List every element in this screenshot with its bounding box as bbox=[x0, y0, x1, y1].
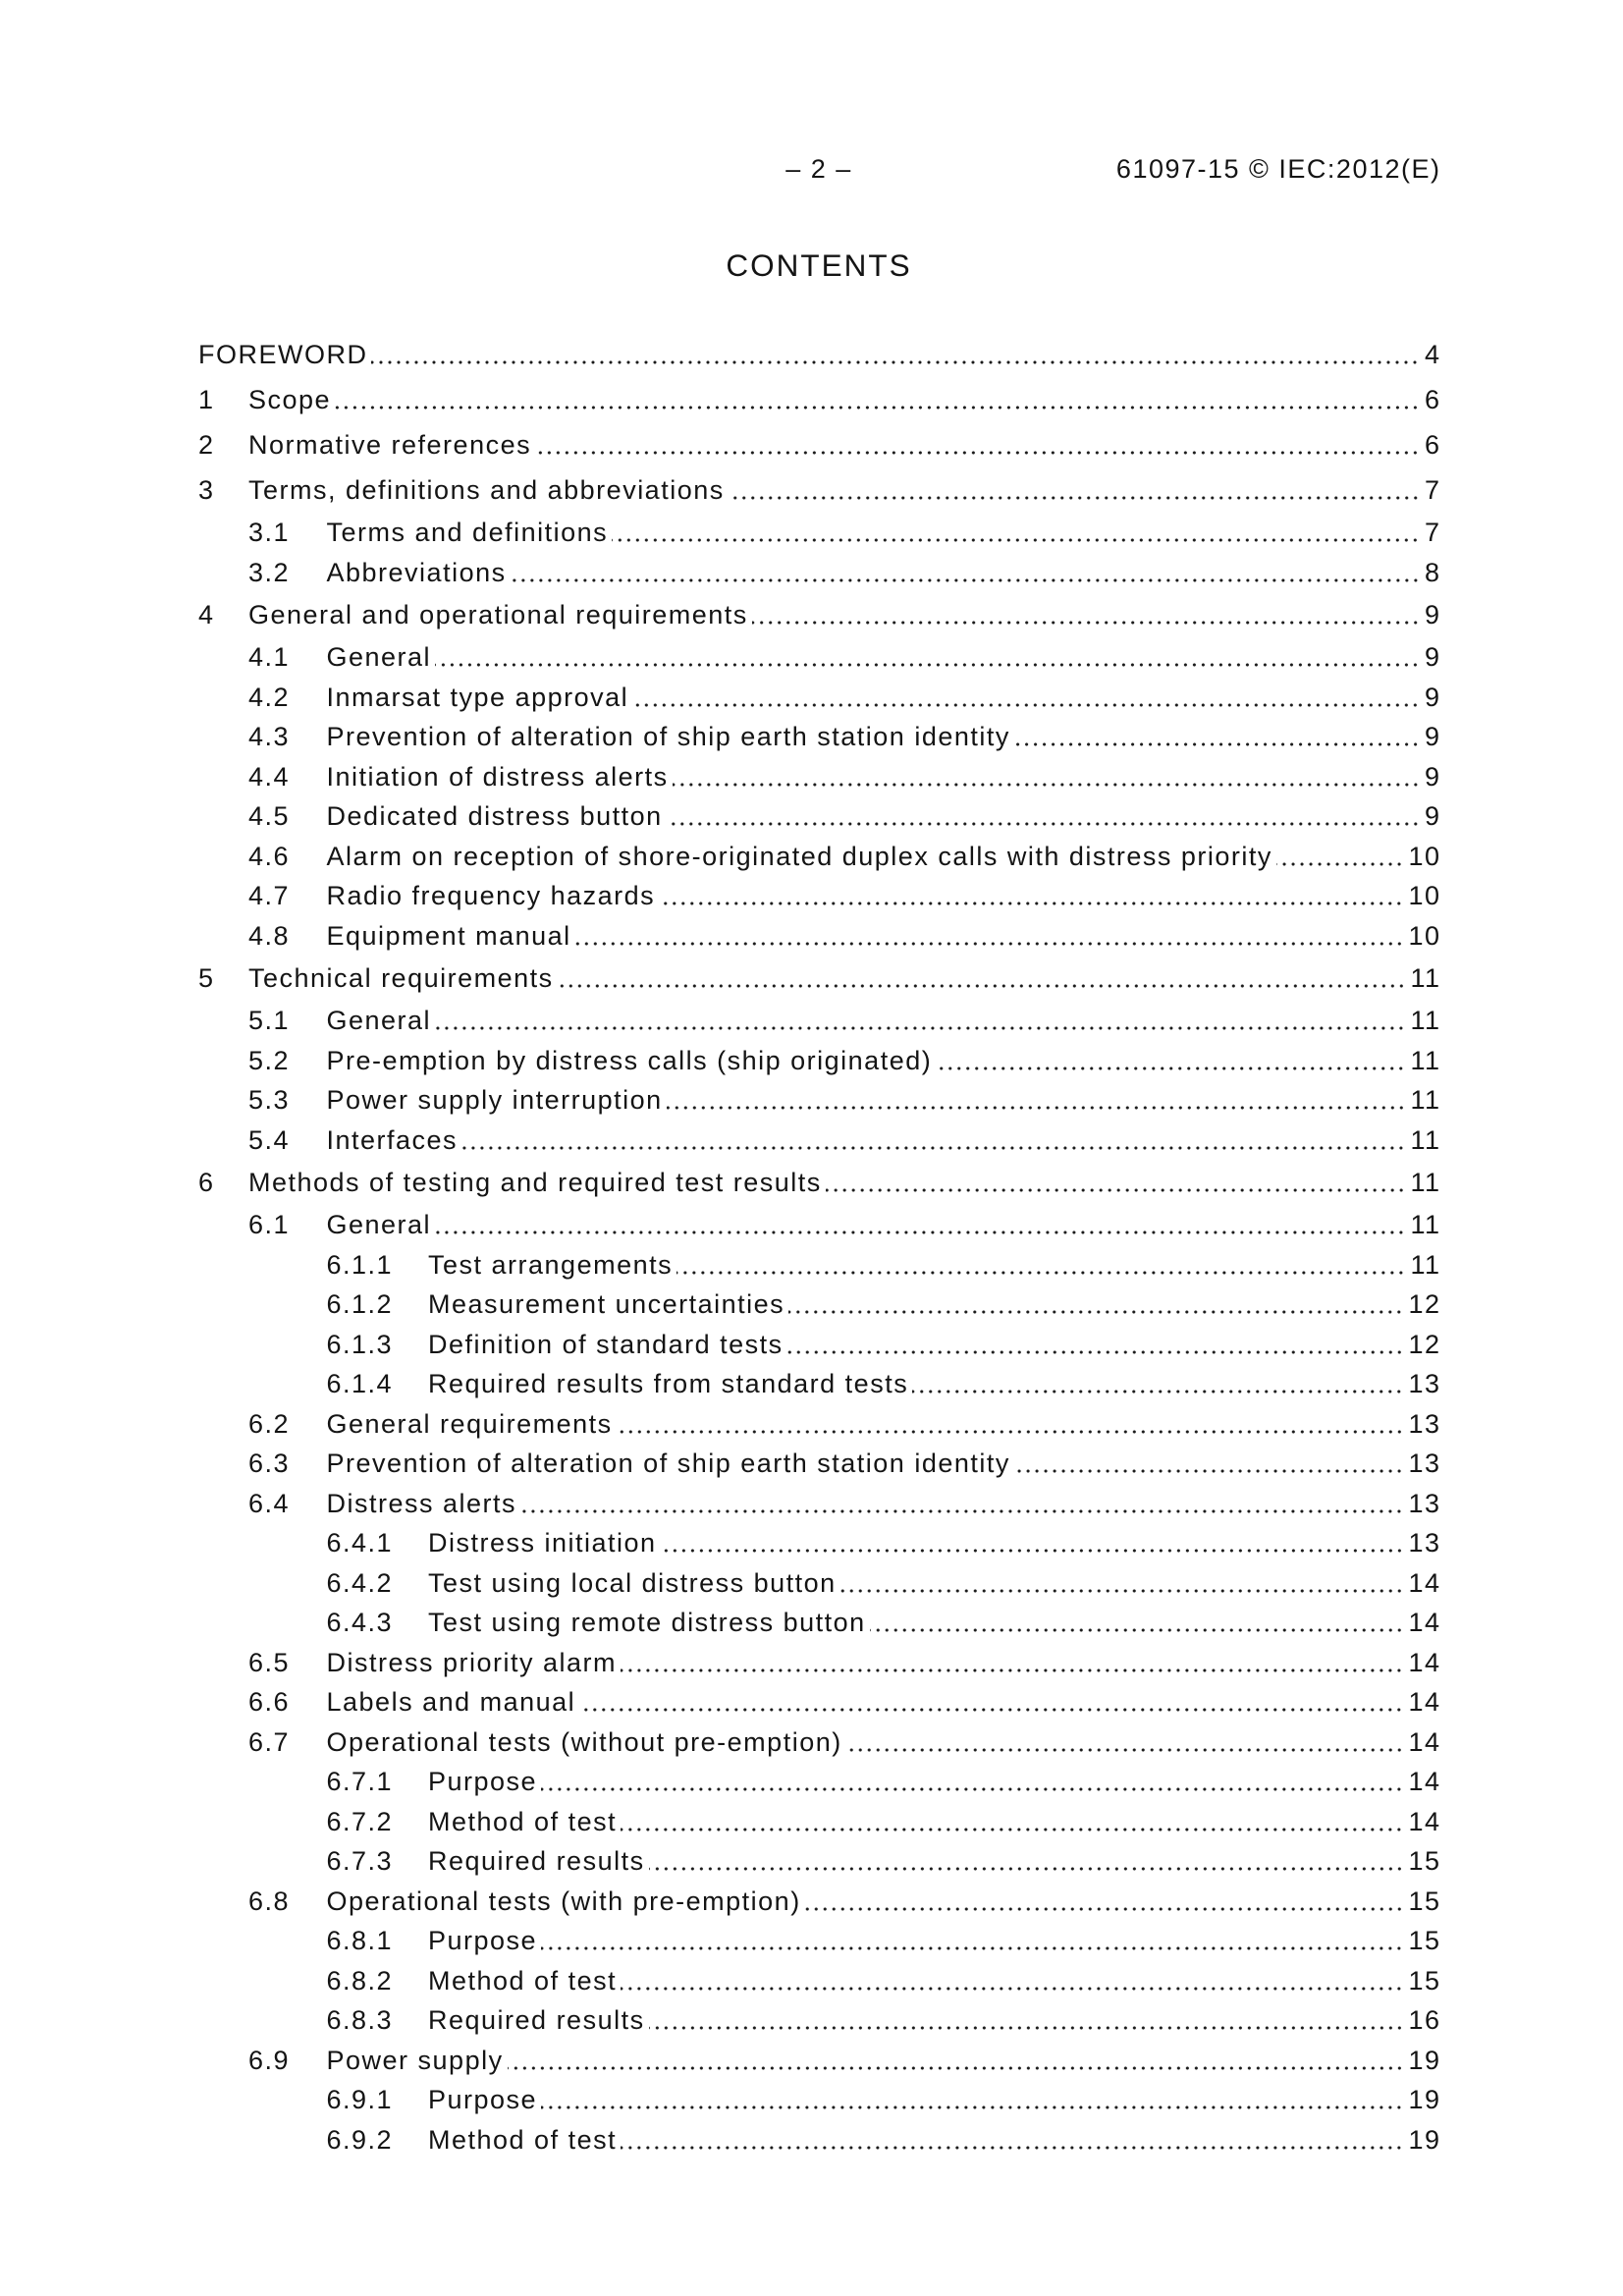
dot-leader bbox=[667, 1080, 1406, 1121]
dot-leader bbox=[558, 956, 1406, 1001]
toc-entry-page-number: 13 bbox=[1408, 1408, 1441, 1439]
toc-entry-title: Power supply bbox=[326, 2045, 504, 2075]
toc-entry-number: 6.8.2 bbox=[326, 1965, 394, 1995]
toc-entry-number: 3.1 bbox=[248, 518, 291, 547]
dot-leader bbox=[541, 1762, 1403, 1802]
toc-entry-page-number: 14 bbox=[1408, 1767, 1441, 1796]
toc-entry-title: Test using local distress button bbox=[428, 1567, 837, 1598]
toc-entry-page-number: 14 bbox=[1408, 1608, 1441, 1637]
toc-entry[interactable] bbox=[198, 1160, 1439, 1205]
dot-leader bbox=[752, 592, 1420, 637]
toc-entry-title: Technical requirements bbox=[248, 963, 554, 993]
toc-entry-number: 1 bbox=[198, 385, 215, 414]
toc-entry[interactable] bbox=[198, 332, 1439, 377]
dot-leader bbox=[649, 2000, 1404, 2041]
toc-entry[interactable] bbox=[198, 1603, 1439, 1643]
dot-leader bbox=[435, 1205, 1405, 1245]
toc-entry-page-number: 19 bbox=[1408, 2124, 1441, 2155]
toc-entry-title: Prevention of alteration of ship earth station identity bbox=[326, 722, 1010, 751]
toc-entry-page-number: 12 bbox=[1408, 1289, 1441, 1319]
toc-entry-number: 6.8 bbox=[248, 1886, 291, 1916]
dot-leader bbox=[649, 1841, 1404, 1882]
toc-entry-page-number: 15 bbox=[1408, 1846, 1441, 1876]
dot-leader bbox=[912, 1364, 1403, 1404]
toc-entry-number: 6.1 bbox=[248, 1210, 291, 1239]
toc-entry[interactable] bbox=[198, 637, 1439, 678]
toc-entry-page-number: 13 bbox=[1408, 1528, 1441, 1558]
dot-leader bbox=[826, 1160, 1406, 1205]
toc-entry-page-number: 11 bbox=[1410, 1249, 1441, 1280]
toc-entry[interactable] bbox=[198, 1643, 1439, 1683]
page-header bbox=[198, 149, 1439, 189]
toc-entry-page-number: 10 bbox=[1408, 920, 1441, 951]
dot-leader bbox=[840, 1563, 1404, 1604]
toc-entry[interactable] bbox=[198, 1404, 1439, 1445]
dot-leader bbox=[621, 1961, 1403, 2001]
toc-entry-number: 6.8.1 bbox=[326, 1926, 394, 1955]
toc-entry-page-number: 11 bbox=[1410, 1006, 1441, 1035]
toc-entry[interactable] bbox=[198, 1841, 1439, 1882]
toc-entry-number: 6.4.3 bbox=[326, 1608, 394, 1637]
toc-entry[interactable] bbox=[198, 1205, 1439, 1245]
dot-leader bbox=[661, 1523, 1404, 1563]
toc-entry-title: Test using remote distress button bbox=[428, 1608, 866, 1637]
toc-entry[interactable] bbox=[198, 1001, 1439, 1041]
toc-entry-title: Distress alerts bbox=[326, 1488, 517, 1518]
toc-entry-page-number: 9 bbox=[1424, 801, 1441, 831]
dot-leader bbox=[632, 678, 1420, 718]
toc-entry-page-number: 13 bbox=[1408, 1369, 1441, 1398]
toc-entry-page-number: 11 bbox=[1410, 963, 1441, 993]
toc-entry-page-number: 14 bbox=[1408, 1687, 1441, 1717]
toc-entry-title: Methods of testing and required test results bbox=[248, 1168, 822, 1197]
toc-entry-title: Operational tests (without pre-emption) bbox=[326, 1726, 842, 1757]
toc-entry-title: Interfaces bbox=[326, 1124, 459, 1155]
toc-entry-number: 3 bbox=[198, 475, 215, 505]
toc-entry-title: Method of test bbox=[428, 1965, 618, 1995]
toc-entry-number: 4.7 bbox=[248, 881, 291, 910]
toc-entry-page-number: 11 bbox=[1410, 1124, 1441, 1155]
toc-entry-title: Distress priority alarm bbox=[326, 1647, 618, 1677]
toc-entry-page-number: 6 bbox=[1424, 430, 1441, 460]
toc-entry-number: 4.6 bbox=[248, 841, 291, 871]
toc-entry-number: 6.7.2 bbox=[326, 1806, 394, 1836]
toc-entry[interactable] bbox=[198, 553, 1439, 593]
toc-entry[interactable] bbox=[198, 1041, 1439, 1081]
toc-entry-title: General and operational requirements bbox=[248, 600, 748, 629]
toc-entry-title: Method of test bbox=[428, 2124, 618, 2155]
dot-leader bbox=[435, 637, 1420, 678]
toc-entry-title: Labels and manual bbox=[326, 1687, 576, 1717]
toc-entry[interactable] bbox=[198, 1484, 1439, 1524]
toc-entry[interactable] bbox=[198, 757, 1439, 797]
toc-entry-title: Purpose bbox=[428, 1767, 538, 1796]
toc-entry-number: 6.7.3 bbox=[326, 1846, 394, 1876]
dot-leader bbox=[673, 757, 1420, 797]
toc-entry-page-number: 15 bbox=[1408, 1965, 1441, 1995]
dot-leader bbox=[335, 377, 1420, 422]
toc-entry-number: 3.2 bbox=[248, 557, 291, 587]
toc-entry-number: 6.7.1 bbox=[326, 1767, 394, 1796]
toc-entry-number: 2 bbox=[198, 430, 215, 460]
toc-entry-title: Test arrangements bbox=[428, 1249, 674, 1280]
dot-leader bbox=[729, 467, 1420, 513]
dot-leader bbox=[511, 553, 1420, 593]
toc-entry[interactable] bbox=[198, 1444, 1439, 1484]
toc-entry-number: 4.2 bbox=[248, 682, 291, 712]
table-of-contents bbox=[198, 332, 1439, 2159]
toc-entry-title: Inmarsat type approval bbox=[326, 682, 629, 712]
toc-entry[interactable] bbox=[198, 717, 1439, 757]
toc-entry[interactable] bbox=[198, 2120, 1439, 2160]
toc-entry-number: 4.5 bbox=[248, 801, 291, 831]
toc-entry[interactable] bbox=[198, 1961, 1439, 2001]
dot-leader bbox=[846, 1722, 1404, 1763]
toc-entry-title: General bbox=[326, 1210, 432, 1239]
toc-entry[interactable] bbox=[198, 2080, 1439, 2120]
toc-entry-page-number: 7 bbox=[1424, 475, 1441, 505]
dot-leader bbox=[579, 1682, 1403, 1722]
toc-entry-number: 5.2 bbox=[248, 1045, 291, 1075]
dot-leader bbox=[535, 422, 1420, 467]
dot-leader bbox=[667, 796, 1420, 837]
toc-entry[interactable] bbox=[198, 1325, 1439, 1365]
toc-entry-title: Required results bbox=[428, 1846, 645, 1876]
toc-entry-title: FOREWORD bbox=[198, 340, 368, 369]
toc-entry-number: 6.3 bbox=[248, 1449, 291, 1478]
toc-entry-number: 6.1.2 bbox=[326, 1289, 394, 1319]
toc-entry-page-number: 15 bbox=[1408, 1886, 1441, 1916]
toc-entry-page-number: 9 bbox=[1424, 642, 1441, 672]
toc-entry-title: Operational tests (with pre-emption) bbox=[326, 1886, 801, 1916]
dot-leader bbox=[1276, 837, 1404, 877]
toc-entry-title: General bbox=[326, 642, 432, 672]
toc-entry-title: Pre-emption by distress calls (ship originated) bbox=[326, 1045, 933, 1075]
toc-entry[interactable] bbox=[198, 377, 1439, 422]
toc-entry-number: 6.7 bbox=[248, 1726, 291, 1757]
dot-leader bbox=[659, 876, 1403, 916]
toc-entry-number: 4 bbox=[198, 600, 215, 629]
toc-entry-page-number: 9 bbox=[1424, 722, 1441, 751]
toc-entry-page-number: 9 bbox=[1424, 600, 1441, 629]
dot-leader bbox=[575, 916, 1404, 957]
toc-entry-page-number: 11 bbox=[1410, 1045, 1441, 1075]
toc-entry-title: Equipment manual bbox=[326, 920, 571, 951]
toc-entry-number: 6.2 bbox=[248, 1408, 291, 1439]
toc-entry-number: 6.1.3 bbox=[326, 1329, 394, 1359]
toc-entry-page-number: 12 bbox=[1408, 1329, 1441, 1359]
toc-entry[interactable] bbox=[198, 2041, 1439, 2081]
toc-entry-page-number: 11 bbox=[1410, 1085, 1441, 1115]
dot-leader bbox=[461, 1121, 1405, 1161]
toc-entry-title: Purpose bbox=[428, 1926, 538, 1955]
toc-entry-title: Abbreviations bbox=[326, 557, 507, 587]
toc-entry-number: 6.9.2 bbox=[326, 2124, 394, 2155]
dot-leader bbox=[1014, 1444, 1404, 1484]
toc-entry-title: Terms, definitions and abbreviations bbox=[248, 475, 725, 505]
dot-leader bbox=[805, 1882, 1404, 1922]
toc-entry-title: Required results from standard tests bbox=[428, 1369, 909, 1398]
dot-leader bbox=[788, 1285, 1403, 1325]
dot-leader bbox=[541, 1921, 1403, 1961]
dot-leader bbox=[541, 2080, 1403, 2120]
toc-entry[interactable] bbox=[198, 956, 1439, 1001]
toc-entry-number: 6.8.3 bbox=[326, 2005, 394, 2035]
toc-entry-page-number: 16 bbox=[1408, 2005, 1441, 2035]
toc-entry[interactable] bbox=[198, 1802, 1439, 1842]
toc-entry-page-number: 13 bbox=[1408, 1488, 1441, 1518]
toc-entry-page-number: 19 bbox=[1408, 2045, 1441, 2075]
toc-entry-page-number: 4 bbox=[1424, 340, 1441, 369]
dot-leader bbox=[621, 1802, 1403, 1842]
toc-entry-number: 6.1.1 bbox=[326, 1249, 394, 1280]
toc-entry-number: 4.4 bbox=[248, 761, 291, 792]
toc-entry-page-number: 6 bbox=[1424, 385, 1441, 414]
toc-entry-number: 6.9.1 bbox=[326, 2085, 394, 2114]
dot-leader bbox=[520, 1484, 1403, 1524]
toc-entry[interactable] bbox=[198, 1882, 1439, 1922]
toc-entry-title: Power supply interruption bbox=[326, 1085, 663, 1115]
toc-entry-number: 5 bbox=[198, 963, 215, 993]
dot-leader bbox=[435, 1001, 1405, 1041]
toc-entry-number: 6.6 bbox=[248, 1687, 291, 1717]
toc-entry[interactable] bbox=[198, 1762, 1439, 1802]
toc-entry[interactable] bbox=[198, 467, 1439, 513]
dot-leader bbox=[787, 1325, 1404, 1365]
toc-entry-title: Prevention of alteration of ship earth station identity bbox=[326, 1449, 1010, 1478]
toc-entry-page-number: 11 bbox=[1410, 1168, 1441, 1197]
toc-entry-page-number: 14 bbox=[1408, 1647, 1441, 1677]
toc-entry-number: 6.9 bbox=[248, 2045, 291, 2075]
toc-entry-title: Required results bbox=[428, 2005, 645, 2035]
toc-entry-page-number: 14 bbox=[1408, 1567, 1441, 1598]
dot-leader bbox=[621, 1643, 1403, 1683]
contents-heading: CONTENTS bbox=[726, 247, 912, 283]
dot-leader bbox=[936, 1041, 1405, 1081]
toc-entry[interactable] bbox=[198, 1682, 1439, 1722]
toc-entry-title: General bbox=[326, 1006, 432, 1035]
toc-entry-number: 4.3 bbox=[248, 722, 291, 751]
toc-entry-page-number: 7 bbox=[1424, 518, 1441, 547]
toc-entry-page-number: 8 bbox=[1424, 557, 1441, 587]
toc-entry-title: General requirements bbox=[326, 1408, 613, 1439]
toc-entry-number: 5.4 bbox=[248, 1124, 291, 1155]
toc-entry-number: 6.5 bbox=[248, 1647, 291, 1677]
toc-entry-number: 5.1 bbox=[248, 1006, 291, 1035]
toc-entry[interactable] bbox=[198, 916, 1439, 957]
toc-entry[interactable] bbox=[198, 837, 1439, 877]
toc-entry[interactable] bbox=[198, 678, 1439, 718]
toc-entry-page-number: 10 bbox=[1408, 881, 1441, 910]
dot-leader bbox=[617, 1404, 1404, 1445]
toc-entry-title: Purpose bbox=[428, 2085, 538, 2114]
page-number-label: – 2 – bbox=[785, 154, 852, 184]
toc-entry-title: Scope bbox=[248, 385, 332, 414]
toc-entry-page-number: 10 bbox=[1408, 841, 1441, 871]
toc-entry-number: 6.4.2 bbox=[326, 1567, 394, 1598]
dot-leader bbox=[1014, 717, 1420, 757]
toc-entry[interactable] bbox=[198, 1245, 1439, 1285]
dot-leader bbox=[676, 1245, 1405, 1285]
dot-leader bbox=[612, 513, 1420, 553]
toc-entry-number: 6.4.1 bbox=[326, 1528, 394, 1558]
toc-entry[interactable] bbox=[198, 2000, 1439, 2041]
document-identifier: 61097-15 © IEC:2012(E) bbox=[1115, 154, 1441, 184]
toc-entry-number: 4.1 bbox=[248, 642, 291, 672]
dot-leader bbox=[508, 2041, 1404, 2081]
toc-entry-number: 6.1.4 bbox=[326, 1369, 394, 1398]
toc-entry-number: 5.3 bbox=[248, 1085, 291, 1115]
dot-leader bbox=[621, 2120, 1403, 2160]
toc-entry-page-number: 9 bbox=[1424, 682, 1441, 712]
toc-entry[interactable] bbox=[198, 422, 1439, 467]
dot-leader bbox=[870, 1603, 1404, 1643]
toc-entry-page-number: 15 bbox=[1408, 1926, 1441, 1955]
toc-entry[interactable] bbox=[198, 592, 1439, 637]
toc-entry[interactable] bbox=[198, 1563, 1439, 1604]
toc-entry-number: 6 bbox=[198, 1168, 215, 1197]
toc-entry[interactable] bbox=[198, 513, 1439, 553]
toc-entry-title: Alarm on reception of shore-originated duplex calls with distress priority bbox=[326, 841, 1272, 871]
toc-entry-title: Dedicated distress button bbox=[326, 801, 663, 831]
toc-entry[interactable] bbox=[198, 1921, 1439, 1961]
toc-entry[interactable] bbox=[198, 1523, 1439, 1563]
toc-entry[interactable] bbox=[198, 876, 1439, 916]
toc-entry[interactable] bbox=[198, 1364, 1439, 1404]
toc-entry-page-number: 9 bbox=[1424, 761, 1441, 792]
toc-entry-number: 6.4 bbox=[248, 1488, 291, 1518]
toc-entry-title: Radio frequency hazards bbox=[326, 881, 656, 910]
toc-entry[interactable] bbox=[198, 1080, 1439, 1121]
toc-entry[interactable] bbox=[198, 1722, 1439, 1763]
toc-entry-number: 4.8 bbox=[248, 920, 291, 951]
toc-entry-page-number: 14 bbox=[1408, 1726, 1441, 1757]
toc-entry-page-number: 19 bbox=[1408, 2085, 1441, 2114]
toc-entry-page-number: 11 bbox=[1410, 1210, 1441, 1239]
toc-entry-title: Terms and definitions bbox=[326, 518, 609, 547]
toc-entry-title: Definition of standard tests bbox=[428, 1329, 784, 1359]
toc-entry-title: Measurement uncertainties bbox=[428, 1289, 785, 1319]
toc-entry-title: Distress initiation bbox=[428, 1528, 657, 1558]
toc-entry[interactable] bbox=[198, 796, 1439, 837]
dot-leader bbox=[371, 332, 1419, 377]
toc-entry-page-number: 13 bbox=[1408, 1449, 1441, 1478]
toc-entry-title: Initiation of distress alerts bbox=[326, 761, 669, 792]
toc-entry-title: Normative references bbox=[248, 430, 532, 460]
toc-entry[interactable] bbox=[198, 1285, 1439, 1325]
toc-entry-page-number: 14 bbox=[1408, 1806, 1441, 1836]
toc-entry-title: Method of test bbox=[428, 1806, 618, 1836]
toc-entry[interactable] bbox=[198, 1121, 1439, 1161]
